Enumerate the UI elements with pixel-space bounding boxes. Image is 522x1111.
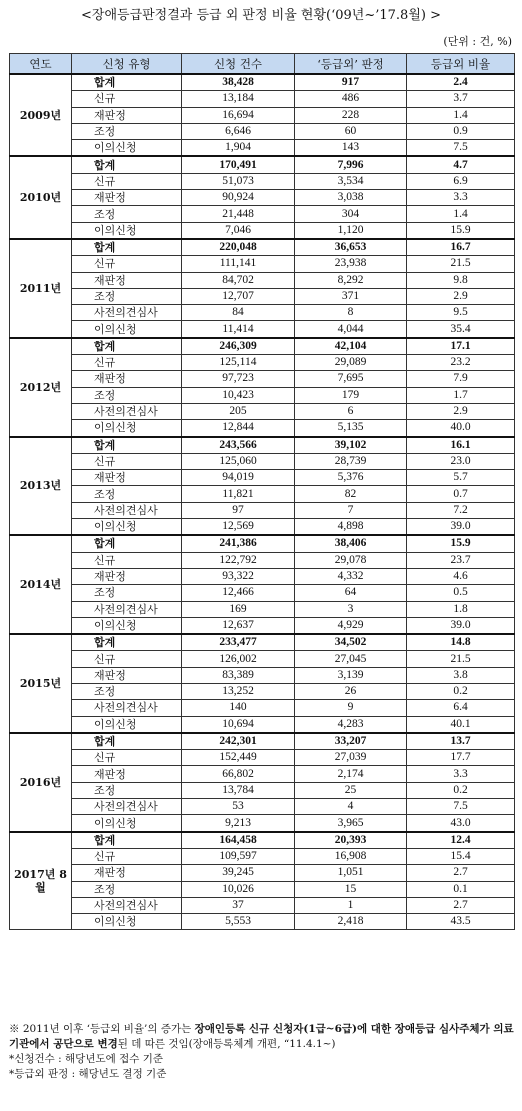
non-grade-cell: 27,039 bbox=[295, 750, 407, 766]
non-grade-cell: 4,283 bbox=[295, 716, 407, 733]
count-cell: 12,707 bbox=[182, 288, 295, 304]
table-row bbox=[10, 437, 515, 454]
type-cell: 사전의견심사 bbox=[72, 601, 182, 617]
non-grade-cell: 16,908 bbox=[295, 848, 407, 864]
rate-cell: 1.7 bbox=[407, 387, 515, 403]
table-row bbox=[10, 470, 515, 486]
non-grade-cell: 3,965 bbox=[295, 815, 407, 832]
non-grade-cell: 26 bbox=[295, 683, 407, 699]
table-row bbox=[10, 222, 515, 239]
non-grade-cell: 27,045 bbox=[295, 651, 407, 667]
count-cell: 16,694 bbox=[182, 107, 295, 123]
rate-cell: 16.1 bbox=[407, 437, 515, 454]
type-cell: 조정 bbox=[72, 683, 182, 699]
non-grade-cell: 15 bbox=[295, 881, 407, 897]
non-grade-cell: 3,139 bbox=[295, 667, 407, 683]
table-body bbox=[10, 74, 515, 930]
type-cell: 사전의견심사 bbox=[72, 502, 182, 518]
count-cell: 111,141 bbox=[182, 256, 295, 272]
table-row bbox=[10, 700, 515, 716]
non-grade-cell: 228 bbox=[295, 107, 407, 123]
type-cell: 이의신청 bbox=[72, 519, 182, 536]
non-grade-cell: 34,502 bbox=[295, 634, 407, 651]
type-cell: 조정 bbox=[72, 206, 182, 222]
non-grade-cell: 3,534 bbox=[295, 173, 407, 189]
table-row bbox=[10, 502, 515, 518]
table-row bbox=[10, 239, 515, 256]
table-row bbox=[10, 848, 515, 864]
table-row bbox=[10, 355, 515, 371]
non-grade-cell: 179 bbox=[295, 387, 407, 403]
non-grade-cell: 28,739 bbox=[295, 453, 407, 469]
year-cell: 2015년 bbox=[10, 634, 72, 733]
non-grade-cell: 2,174 bbox=[295, 766, 407, 782]
type-cell: 신규 bbox=[72, 651, 182, 667]
count-cell: 9,213 bbox=[182, 815, 295, 832]
count-cell: 38,428 bbox=[182, 74, 295, 91]
rate-cell: 3.8 bbox=[407, 667, 515, 683]
count-cell: 246,309 bbox=[182, 338, 295, 355]
count-cell: 125,114 bbox=[182, 355, 295, 371]
type-cell: 신규 bbox=[72, 453, 182, 469]
type-cell: 사전의견심사 bbox=[72, 700, 182, 716]
header-application-count: 신청 건수 bbox=[182, 54, 295, 75]
count-cell: 94,019 bbox=[182, 470, 295, 486]
type-cell: 합계 bbox=[72, 239, 182, 256]
count-cell: 242,301 bbox=[182, 733, 295, 750]
rate-cell: 6.4 bbox=[407, 700, 515, 716]
count-cell: 12,637 bbox=[182, 617, 295, 634]
type-cell: 이의신청 bbox=[72, 914, 182, 930]
table-row bbox=[10, 321, 515, 338]
non-grade-cell: 82 bbox=[295, 486, 407, 502]
rate-cell: 3.3 bbox=[407, 766, 515, 782]
type-cell: 이의신청 bbox=[72, 222, 182, 239]
table-row bbox=[10, 782, 515, 798]
type-cell: 조정 bbox=[72, 486, 182, 502]
non-grade-cell: 4,898 bbox=[295, 519, 407, 536]
rate-cell: 21.5 bbox=[407, 651, 515, 667]
non-grade-cell: 4,044 bbox=[295, 321, 407, 338]
table-row bbox=[10, 107, 515, 123]
rate-cell: 1.4 bbox=[407, 107, 515, 123]
count-cell: 13,252 bbox=[182, 683, 295, 699]
table-row bbox=[10, 914, 515, 930]
count-cell: 11,821 bbox=[182, 486, 295, 502]
table-header-row bbox=[10, 54, 515, 75]
type-cell: 이의신청 bbox=[72, 617, 182, 634]
count-cell: 241,386 bbox=[182, 535, 295, 552]
year-cell: 2010년 bbox=[10, 156, 72, 238]
rate-cell: 23.2 bbox=[407, 355, 515, 371]
type-cell: 재판정 bbox=[72, 568, 182, 584]
non-grade-cell: 25 bbox=[295, 782, 407, 798]
type-cell: 조정 bbox=[72, 585, 182, 601]
footnote-count-basis: *신청건수 : 해당년도에 접수 기준 bbox=[9, 1053, 163, 1065]
rate-cell: 12.4 bbox=[407, 832, 515, 849]
type-cell: 사전의견심사 bbox=[72, 305, 182, 321]
unit-label: (단위 : 건, %) bbox=[443, 35, 512, 48]
table-row bbox=[10, 799, 515, 815]
rate-cell: 2.7 bbox=[407, 865, 515, 881]
non-grade-cell: 8,292 bbox=[295, 272, 407, 288]
rate-cell: 23.7 bbox=[407, 552, 515, 568]
count-cell: 10,423 bbox=[182, 387, 295, 403]
non-grade-cell: 143 bbox=[295, 140, 407, 157]
type-cell: 신규 bbox=[72, 552, 182, 568]
rate-cell: 17.1 bbox=[407, 338, 515, 355]
count-cell: 84 bbox=[182, 305, 295, 321]
count-cell: 233,477 bbox=[182, 634, 295, 651]
non-grade-cell: 7,695 bbox=[295, 371, 407, 387]
count-cell: 12,844 bbox=[182, 420, 295, 437]
count-cell: 205 bbox=[182, 403, 295, 419]
table-row bbox=[10, 190, 515, 206]
header-year: 연도 bbox=[10, 54, 72, 75]
count-cell: 53 bbox=[182, 799, 295, 815]
table-row bbox=[10, 420, 515, 437]
count-cell: 5,553 bbox=[182, 914, 295, 930]
non-grade-cell: 23,938 bbox=[295, 256, 407, 272]
count-cell: 97,723 bbox=[182, 371, 295, 387]
type-cell: 합계 bbox=[72, 634, 182, 651]
table-row bbox=[10, 750, 515, 766]
rate-cell: 0.9 bbox=[407, 123, 515, 139]
non-grade-cell: 4 bbox=[295, 799, 407, 815]
table-row bbox=[10, 123, 515, 139]
rate-cell: 3.3 bbox=[407, 190, 515, 206]
table-row bbox=[10, 256, 515, 272]
table-row bbox=[10, 486, 515, 502]
rate-cell: 6.9 bbox=[407, 173, 515, 189]
non-grade-cell: 5,135 bbox=[295, 420, 407, 437]
rate-cell: 0.2 bbox=[407, 683, 515, 699]
count-cell: 169 bbox=[182, 601, 295, 617]
rate-cell: 4.7 bbox=[407, 156, 515, 173]
table-row bbox=[10, 832, 515, 849]
rate-cell: 43.5 bbox=[407, 914, 515, 930]
count-cell: 21,448 bbox=[182, 206, 295, 222]
footnote-prefix: ※ 2011년 이후 ‘등급외 비율’의 증가는 bbox=[9, 1023, 195, 1035]
count-cell: 12,569 bbox=[182, 519, 295, 536]
rate-cell: 35.4 bbox=[407, 321, 515, 338]
rate-cell: 7.9 bbox=[407, 371, 515, 387]
footnote-main bbox=[9, 1022, 514, 1052]
type-cell: 이의신청 bbox=[72, 420, 182, 437]
table-row bbox=[10, 552, 515, 568]
type-cell: 조정 bbox=[72, 881, 182, 897]
footnote-decision-basis: *등급외 판정 : 해당년도 결정 기준 bbox=[9, 1068, 167, 1080]
type-cell: 합계 bbox=[72, 74, 182, 91]
count-cell: 37 bbox=[182, 897, 295, 913]
rate-cell: 2.9 bbox=[407, 403, 515, 419]
rate-cell: 2.4 bbox=[407, 74, 515, 91]
count-cell: 39,245 bbox=[182, 865, 295, 881]
table-row bbox=[10, 288, 515, 304]
count-cell: 13,784 bbox=[182, 782, 295, 798]
rate-cell: 3.7 bbox=[407, 91, 515, 107]
rate-cell: 16.7 bbox=[407, 239, 515, 256]
count-cell: 109,597 bbox=[182, 848, 295, 864]
rate-cell: 39.0 bbox=[407, 519, 515, 536]
count-cell: 122,792 bbox=[182, 552, 295, 568]
table-row bbox=[10, 156, 515, 173]
table-row bbox=[10, 601, 515, 617]
type-cell: 재판정 bbox=[72, 371, 182, 387]
header-non-grade-count: ‘등급외’ 판정 bbox=[295, 54, 407, 75]
count-cell: 66,802 bbox=[182, 766, 295, 782]
table-row bbox=[10, 371, 515, 387]
count-cell: 83,389 bbox=[182, 667, 295, 683]
rate-cell: 40.0 bbox=[407, 420, 515, 437]
table-row bbox=[10, 667, 515, 683]
type-cell: 신규 bbox=[72, 848, 182, 864]
table-row bbox=[10, 387, 515, 403]
non-grade-cell: 2,418 bbox=[295, 914, 407, 930]
non-grade-cell: 60 bbox=[295, 123, 407, 139]
footnote-bold: 장애인등록 신규 신청자(1급~6급)에 대한 장애등급 심사주체가 의료기관에서 공단으로 변경 bbox=[9, 1023, 514, 1050]
type-cell: 재판정 bbox=[72, 107, 182, 123]
type-cell: 이의신청 bbox=[72, 815, 182, 832]
non-grade-cell: 39,102 bbox=[295, 437, 407, 454]
type-cell: 재판정 bbox=[72, 766, 182, 782]
table-row bbox=[10, 338, 515, 355]
non-grade-cell: 64 bbox=[295, 585, 407, 601]
type-cell: 재판정 bbox=[72, 190, 182, 206]
type-cell: 이의신청 bbox=[72, 321, 182, 338]
table-row bbox=[10, 173, 515, 189]
count-cell: 6,646 bbox=[182, 123, 295, 139]
non-grade-cell: 1,051 bbox=[295, 865, 407, 881]
count-cell: 126,002 bbox=[182, 651, 295, 667]
non-grade-cell: 8 bbox=[295, 305, 407, 321]
rate-cell: 9.8 bbox=[407, 272, 515, 288]
count-cell: 84,702 bbox=[182, 272, 295, 288]
type-cell: 사전의견심사 bbox=[72, 799, 182, 815]
table-row bbox=[10, 140, 515, 157]
rate-cell: 0.2 bbox=[407, 782, 515, 798]
table-row bbox=[10, 815, 515, 832]
rate-cell: 5.7 bbox=[407, 470, 515, 486]
non-grade-cell: 38,406 bbox=[295, 535, 407, 552]
rate-cell: 0.1 bbox=[407, 881, 515, 897]
type-cell: 신규 bbox=[72, 91, 182, 107]
type-cell: 신규 bbox=[72, 355, 182, 371]
rate-cell: 21.5 bbox=[407, 256, 515, 272]
rate-cell: 15.4 bbox=[407, 848, 515, 864]
non-grade-cell: 42,104 bbox=[295, 338, 407, 355]
year-cell: 2016년 bbox=[10, 733, 72, 832]
table-row bbox=[10, 305, 515, 321]
non-grade-cell: 917 bbox=[295, 74, 407, 91]
count-cell: 243,566 bbox=[182, 437, 295, 454]
table-row bbox=[10, 881, 515, 897]
footnotes bbox=[9, 1022, 514, 1082]
non-grade-cell: 371 bbox=[295, 288, 407, 304]
rate-cell: 0.5 bbox=[407, 585, 515, 601]
header-application-type: 신청 유형 bbox=[72, 54, 182, 75]
non-grade-cell: 33,207 bbox=[295, 733, 407, 750]
rate-cell: 23.0 bbox=[407, 453, 515, 469]
table-row bbox=[10, 453, 515, 469]
non-grade-cell: 6 bbox=[295, 403, 407, 419]
count-cell: 125,060 bbox=[182, 453, 295, 469]
table-row bbox=[10, 206, 515, 222]
non-grade-cell: 4,332 bbox=[295, 568, 407, 584]
non-grade-cell: 29,078 bbox=[295, 552, 407, 568]
table-row bbox=[10, 651, 515, 667]
rate-cell: 7.5 bbox=[407, 140, 515, 157]
count-cell: 152,449 bbox=[182, 750, 295, 766]
table-row bbox=[10, 617, 515, 634]
rate-cell: 7.2 bbox=[407, 502, 515, 518]
type-cell: 합계 bbox=[72, 733, 182, 750]
table-row bbox=[10, 683, 515, 699]
non-grade-cell: 29,089 bbox=[295, 355, 407, 371]
non-grade-cell: 36,653 bbox=[295, 239, 407, 256]
rate-cell: 39.0 bbox=[407, 617, 515, 634]
non-grade-cell: 486 bbox=[295, 91, 407, 107]
type-cell: 신규 bbox=[72, 256, 182, 272]
year-cell: 2011년 bbox=[10, 239, 72, 338]
rate-cell: 15.9 bbox=[407, 222, 515, 239]
rate-cell: 17.7 bbox=[407, 750, 515, 766]
count-cell: 10,694 bbox=[182, 716, 295, 733]
non-grade-cell: 304 bbox=[295, 206, 407, 222]
type-cell: 조정 bbox=[72, 123, 182, 139]
year-cell: 2017년 8월 bbox=[10, 832, 72, 930]
type-cell: 합계 bbox=[72, 535, 182, 552]
year-cell: 2012년 bbox=[10, 338, 72, 437]
non-grade-cell: 3 bbox=[295, 601, 407, 617]
count-cell: 13,184 bbox=[182, 91, 295, 107]
table-row bbox=[10, 766, 515, 782]
table-row bbox=[10, 74, 515, 91]
non-grade-cell: 7,996 bbox=[295, 156, 407, 173]
non-grade-cell: 4,929 bbox=[295, 617, 407, 634]
rate-cell: 40.1 bbox=[407, 716, 515, 733]
count-cell: 7,046 bbox=[182, 222, 295, 239]
footnote-suffix: 된 데 따른 것임(장애등록체계 개편, “11.4.1~) bbox=[117, 1038, 336, 1050]
type-cell: 재판정 bbox=[72, 470, 182, 486]
year-cell: 2009년 bbox=[10, 74, 72, 156]
non-grade-cell: 20,393 bbox=[295, 832, 407, 849]
type-cell: 재판정 bbox=[72, 667, 182, 683]
count-cell: 97 bbox=[182, 502, 295, 518]
count-cell: 164,458 bbox=[182, 832, 295, 849]
type-cell: 사전의견심사 bbox=[72, 403, 182, 419]
rate-cell: 4.6 bbox=[407, 568, 515, 584]
rate-cell: 7.5 bbox=[407, 799, 515, 815]
non-grade-cell: 7 bbox=[295, 502, 407, 518]
table-row bbox=[10, 716, 515, 733]
type-cell: 조정 bbox=[72, 387, 182, 403]
non-grade-cell: 1 bbox=[295, 897, 407, 913]
non-grade-cell: 9 bbox=[295, 700, 407, 716]
year-cell: 2013년 bbox=[10, 437, 72, 536]
count-cell: 11,414 bbox=[182, 321, 295, 338]
type-cell: 이의신청 bbox=[72, 140, 182, 157]
rate-cell: 2.9 bbox=[407, 288, 515, 304]
non-grade-cell: 3,038 bbox=[295, 190, 407, 206]
table-row bbox=[10, 568, 515, 584]
rate-cell: 14.8 bbox=[407, 634, 515, 651]
count-cell: 93,322 bbox=[182, 568, 295, 584]
table-row bbox=[10, 865, 515, 881]
type-cell: 신규 bbox=[72, 750, 182, 766]
rate-cell: 13.7 bbox=[407, 733, 515, 750]
table-row bbox=[10, 585, 515, 601]
rate-cell: 9.5 bbox=[407, 305, 515, 321]
type-cell: 이의신청 bbox=[72, 716, 182, 733]
count-cell: 10,026 bbox=[182, 881, 295, 897]
table-row bbox=[10, 897, 515, 913]
rate-cell: 15.9 bbox=[407, 535, 515, 552]
non-grade-cell: 5,376 bbox=[295, 470, 407, 486]
header-non-grade-rate: 등급외 비율 bbox=[407, 54, 515, 75]
rate-cell: 43.0 bbox=[407, 815, 515, 832]
table-row bbox=[10, 272, 515, 288]
count-cell: 220,048 bbox=[182, 239, 295, 256]
table-row bbox=[10, 535, 515, 552]
type-cell: 재판정 bbox=[72, 272, 182, 288]
type-cell: 재판정 bbox=[72, 865, 182, 881]
type-cell: 합계 bbox=[72, 338, 182, 355]
type-cell: 조정 bbox=[72, 288, 182, 304]
type-cell: 조정 bbox=[72, 782, 182, 798]
rate-cell: 2.7 bbox=[407, 897, 515, 913]
rate-cell: 1.8 bbox=[407, 601, 515, 617]
count-cell: 51,073 bbox=[182, 173, 295, 189]
table-row bbox=[10, 634, 515, 651]
count-cell: 1,904 bbox=[182, 140, 295, 157]
non-grade-cell: 1,120 bbox=[295, 222, 407, 239]
year-cell: 2014년 bbox=[10, 535, 72, 634]
grade-judgment-table bbox=[9, 53, 515, 930]
page-title: <장애등급판정결과 등급 외 판정 비율 현황(‘09년~’17.8월) > bbox=[81, 8, 441, 23]
table-row bbox=[10, 403, 515, 419]
rate-cell: 0.7 bbox=[407, 486, 515, 502]
type-cell: 신규 bbox=[72, 173, 182, 189]
type-cell: 합계 bbox=[72, 832, 182, 849]
table-row bbox=[10, 519, 515, 536]
count-cell: 170,491 bbox=[182, 156, 295, 173]
count-cell: 12,466 bbox=[182, 585, 295, 601]
table-row bbox=[10, 91, 515, 107]
type-cell: 합계 bbox=[72, 437, 182, 454]
table-row bbox=[10, 733, 515, 750]
rate-cell: 1.4 bbox=[407, 206, 515, 222]
type-cell: 합계 bbox=[72, 156, 182, 173]
count-cell: 140 bbox=[182, 700, 295, 716]
count-cell: 90,924 bbox=[182, 190, 295, 206]
type-cell: 사전의견심사 bbox=[72, 897, 182, 913]
